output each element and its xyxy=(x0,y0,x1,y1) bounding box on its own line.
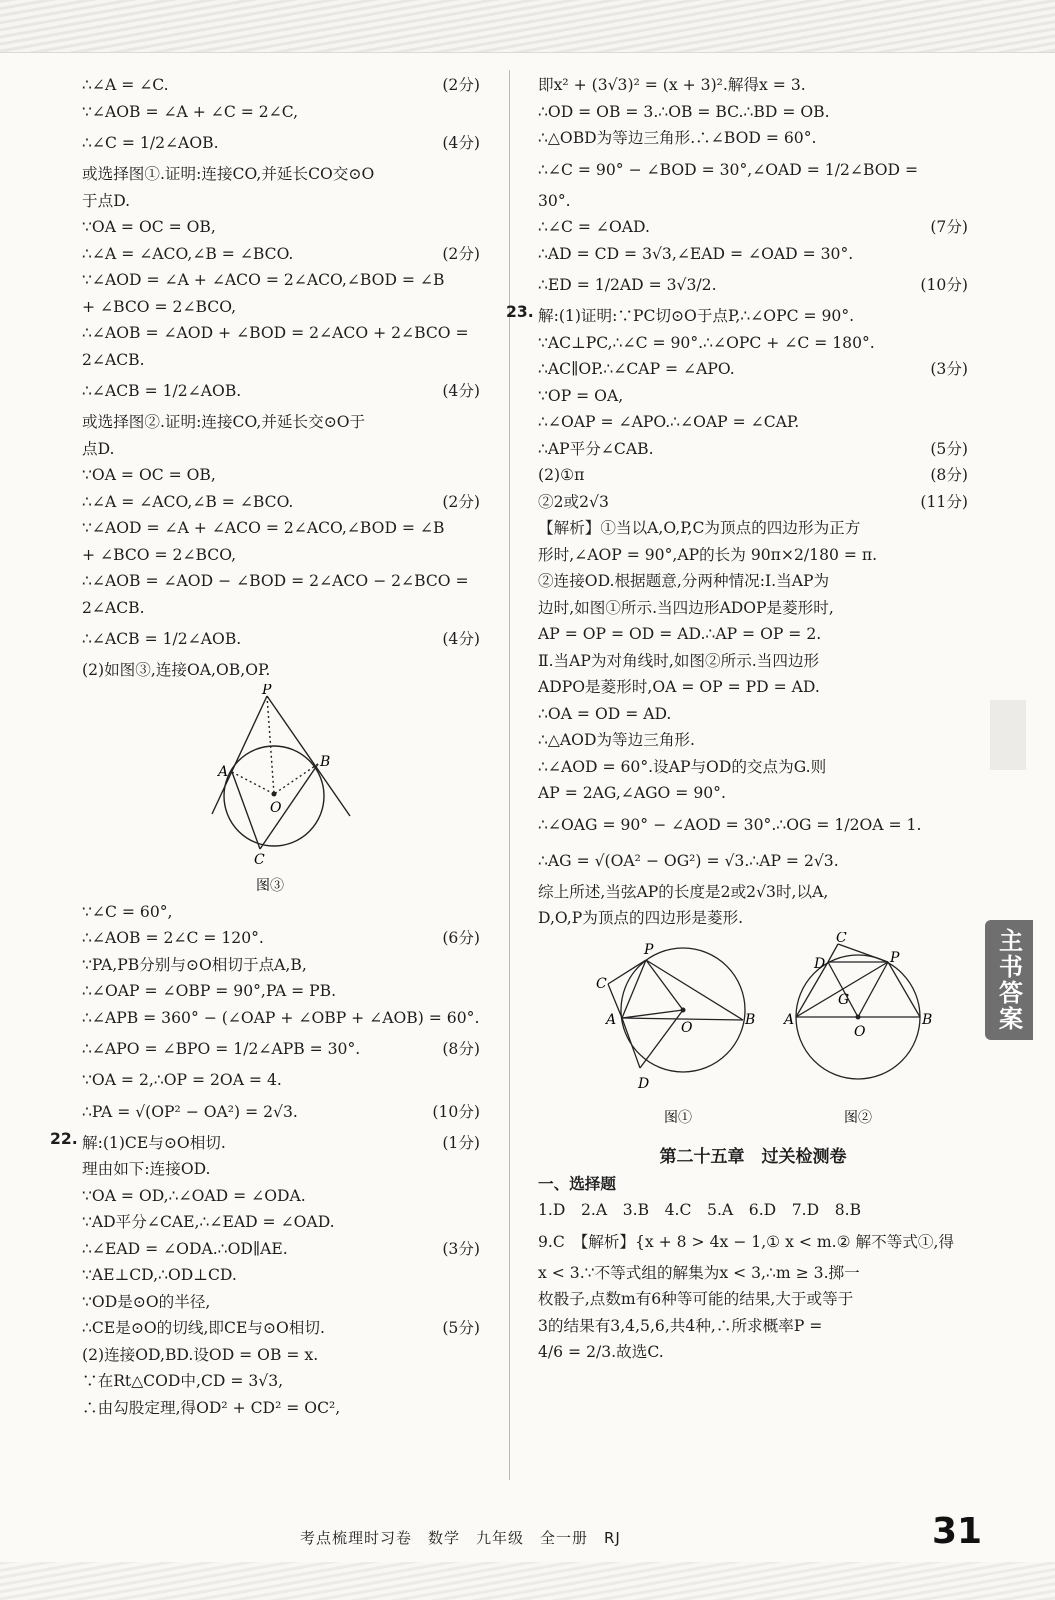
line-text: ∵OA = 2,∴OP = 2OA = 4. xyxy=(82,1071,282,1089)
points-label: (4分) xyxy=(442,630,480,648)
text-line xyxy=(538,621,968,648)
text-line: x < 3.∵不等式组的解集为x < 3,∴m ≥ 3.掷一 xyxy=(538,1263,860,1282)
text-line xyxy=(538,879,968,906)
text-line xyxy=(82,267,480,294)
fig2-label-o: O xyxy=(854,1023,866,1040)
line-text: ∵AE⊥CD,∴OD⊥CD. xyxy=(82,1266,237,1284)
fig1-label-o: O xyxy=(681,1019,693,1036)
line-text: ∴∠AOB = ∠AOD − ∠BOD = 2∠ACO − 2∠BCO = xyxy=(82,572,469,590)
line-text: ∴∠C = 90° − ∠BOD = 30°,∠OAD = 1/2∠BOD = xyxy=(538,160,919,179)
line-text: ∴∠ACB = 1/2∠AOB. xyxy=(82,630,242,648)
line-text: ADPO是菱形时,OA = OP = PD = AD. xyxy=(538,678,820,696)
text-line xyxy=(538,436,968,463)
points-label: (4分) xyxy=(442,382,480,400)
line-text: 形时,∠AOP = 90°,AP的长为 90π×2/180 = π. xyxy=(538,545,878,564)
fig1-label-p: P xyxy=(644,941,654,958)
text-line xyxy=(538,489,968,516)
points-label: (5分) xyxy=(930,439,968,458)
line-text: 或选择图②.证明:连接CO,并延长交⊙O于 xyxy=(82,413,366,431)
text-line xyxy=(82,925,480,952)
label-a: A xyxy=(218,763,229,780)
line-text: ②2或2√3 xyxy=(538,492,609,511)
line-text: ∵AD平分∠CAE,∴∠EAD = ∠OAD. xyxy=(82,1213,335,1231)
line-text: AP = 2AG,∠AGO = 90°. xyxy=(538,784,726,802)
line-text: ∵PA,PB分别与⊙O相切于点A,B, xyxy=(82,955,307,974)
text-line xyxy=(82,1315,480,1342)
line-text: ∴∠C = ∠OAD. xyxy=(538,218,650,236)
text-line xyxy=(538,674,968,701)
line-text: ∴∠OAP = ∠OBP = 90°,PA = PB. xyxy=(82,982,337,1000)
line-text: ∴AP平分∠CAB. xyxy=(538,439,654,458)
line-text: 【解析】①当以A,O,P,C为顶点的四边形为正方 xyxy=(538,519,861,537)
text-line xyxy=(82,436,480,463)
text-line xyxy=(82,214,480,241)
side-tab-label: 主书答案 xyxy=(985,920,1033,1040)
text-line xyxy=(538,241,968,268)
text-line xyxy=(538,754,968,781)
text-line xyxy=(82,320,480,347)
line-text: ∴∠C = 1/2∠AOB. xyxy=(82,134,219,152)
points-label: (6分) xyxy=(442,929,480,947)
line-text: 2∠ACB. xyxy=(82,598,145,617)
points-label: (11分) xyxy=(920,492,968,511)
line-text: 理由如下:连接OD. xyxy=(82,1160,211,1178)
text-line xyxy=(82,1342,480,1369)
line-text: ∴∠APB = 360° − (∠OAP + ∠OBP + ∠AOB) = 60°. xyxy=(82,1008,480,1027)
line-text: 于点D. xyxy=(82,191,131,210)
label-o: O xyxy=(270,799,282,816)
text-line xyxy=(538,330,968,357)
points-label: (8分) xyxy=(930,466,968,484)
line-text: (2)①π xyxy=(538,466,585,484)
line-text: ∵OA = OC = OB, xyxy=(82,466,216,484)
text-line xyxy=(82,657,480,684)
figures-1-2 xyxy=(538,932,968,1132)
line-text: ∵在Rt△COD中,CD = 3√3, xyxy=(82,1372,284,1390)
text-line xyxy=(82,595,480,622)
text-line xyxy=(538,99,968,126)
line-text: ∵OA = OC = OB, xyxy=(82,218,216,236)
fig2-label-c: C xyxy=(836,931,847,946)
line-text: ∴∠A = ∠ACO,∠B = ∠BCO. xyxy=(82,492,294,511)
left-column xyxy=(50,72,480,1421)
text-line xyxy=(82,899,480,926)
line-text: ∵∠AOD = ∠A + ∠ACO = 2∠ACO,∠BOD = ∠B xyxy=(82,519,445,537)
line-text: ∵OD是⊙O的半径, xyxy=(82,1292,211,1311)
points-label: (10分) xyxy=(920,276,968,294)
text-line xyxy=(82,188,480,215)
text-line xyxy=(82,1130,480,1157)
text-line xyxy=(538,72,968,99)
top-decorative-border xyxy=(0,0,1055,53)
text-line xyxy=(538,267,968,303)
figures-1-2-diagram xyxy=(538,932,968,1132)
figure-2-caption: 图② xyxy=(844,1109,872,1126)
points-label: (8分) xyxy=(442,1040,480,1058)
chapter-title: 第二十五章 过关检测卷 xyxy=(659,1146,847,1167)
text-line xyxy=(82,347,480,374)
text-line xyxy=(538,542,968,569)
text-line xyxy=(82,409,480,436)
line-text: ∴∠A = ∠ACO,∠B = ∠BCO. xyxy=(82,244,294,263)
text-line xyxy=(82,952,480,979)
line-text: ∴∠A = ∠C. xyxy=(82,76,169,94)
line-text: 即x² + (3√3)² = (x + 3)².解得x = 3. xyxy=(538,76,806,94)
footer-text: 考点梳理时习卷 数学 九年级 全一册 RJ xyxy=(300,1529,621,1547)
text-line xyxy=(538,409,968,436)
text-line xyxy=(82,1067,480,1094)
text-line xyxy=(82,489,480,516)
line-text: 综上所述,当弦AP的长度是2或2√3时,以A, xyxy=(538,882,829,901)
text-line xyxy=(538,727,968,754)
line-text: 2∠ACB. xyxy=(82,350,145,369)
line-text: D,O,P为顶点的四边形是菱形. xyxy=(538,909,744,927)
line-text: + ∠BCO = 2∠BCO, xyxy=(82,297,237,316)
text-line xyxy=(538,125,968,152)
text-line xyxy=(538,188,968,215)
text-line xyxy=(82,1262,480,1289)
text-line xyxy=(82,515,480,542)
line-text: ∵OP = OA, xyxy=(538,386,624,405)
line-text: ∴ED = 1/2AD = 3√3/2. xyxy=(538,276,717,294)
text-line xyxy=(82,1289,480,1316)
line-text: ∴CE是⊙O的切线,即CE与⊙O相切. xyxy=(82,1319,325,1337)
text-line xyxy=(82,568,480,595)
text-line xyxy=(82,1368,480,1395)
line-text: ∴∠APO = ∠BPO = 1/2∠APB = 30°. xyxy=(82,1040,361,1058)
line-text: (2)如图③,连接OA,OB,OP. xyxy=(82,661,271,679)
text-line xyxy=(82,1395,480,1422)
text-line xyxy=(82,1209,480,1236)
line-text: ∵AC⊥PC,∴∠C = 90°.∴∠OPC + ∠C = 180°. xyxy=(538,333,875,352)
label-b: B xyxy=(320,753,331,770)
line-text: ∴∠EAD = ∠ODA.∴OD∥AE. xyxy=(82,1239,288,1258)
line-text: ∴∠ACB = 1/2∠AOB. xyxy=(82,382,242,400)
points-label: (1分) xyxy=(442,1133,480,1152)
line-text: 解:(1)证明:∵PC切⊙O于点P,∴∠OPC = 90°. xyxy=(538,307,855,325)
text-line xyxy=(82,1156,480,1183)
text-line xyxy=(538,462,968,489)
text-line xyxy=(82,1031,480,1067)
fig1-label-c: C xyxy=(596,975,607,992)
line-text: Ⅱ.当AP为对角线时,如图②所示.当四边形 xyxy=(538,651,820,670)
text-line: 枚骰子,点数m有6种等可能的结果,大于或等于 xyxy=(538,1290,854,1308)
fig1-label-d: D xyxy=(638,1075,650,1092)
figure-3 xyxy=(82,684,480,899)
line-text: ∴OA = OD = AD. xyxy=(538,704,672,723)
text-line xyxy=(538,383,968,410)
text-line xyxy=(538,303,968,330)
text-line xyxy=(82,125,480,161)
text-line xyxy=(82,99,480,126)
points-label: (10分) xyxy=(432,1102,480,1121)
line-text: ∴∠AOD = 60°.设AP与OD的交点为G.则 xyxy=(538,757,827,776)
text-line xyxy=(538,515,968,542)
label-c: C xyxy=(254,851,265,868)
label-p: P xyxy=(262,683,272,698)
text-line xyxy=(538,356,968,383)
points-label: (2分) xyxy=(442,76,480,94)
text-line xyxy=(538,807,968,843)
text-line xyxy=(82,294,480,321)
line-text: ∵∠AOB = ∠A + ∠C = 2∠C, xyxy=(82,102,299,121)
text-line: 3的结果有3,4,5,6,共4种,∴所求概率P = xyxy=(538,1316,823,1335)
section-title: 一、选择题 xyxy=(538,1174,616,1193)
question-23-number: 23. xyxy=(506,303,534,321)
line-text: ∴由勾股定理,得OD² + CD² = OC², xyxy=(82,1398,341,1417)
right-column xyxy=(506,72,968,1366)
line-text: AP = OP = OD = AD.∴AP = OP = 2. xyxy=(538,625,822,643)
line-text: ∴△AOD为等边三角形. xyxy=(538,731,695,749)
page-number: 31 xyxy=(932,1511,983,1552)
figure-1-caption: 图① xyxy=(664,1109,692,1126)
text-line xyxy=(538,568,968,595)
column-divider xyxy=(509,70,510,1480)
line-text: ∵∠AOD = ∠A + ∠ACO = 2∠ACO,∠BOD = ∠B xyxy=(82,271,445,289)
fig2-label-g: G xyxy=(838,991,850,1008)
text-line xyxy=(538,214,968,241)
points-label: (2分) xyxy=(442,492,480,511)
line-text: 30°. xyxy=(538,191,571,210)
fig1-label-a: A xyxy=(606,1011,617,1028)
line-text: 或选择图①.证明:连接CO,并延长CO交⊙O xyxy=(82,165,375,183)
text-line xyxy=(538,905,968,932)
figure-3-diagram xyxy=(82,684,480,899)
bottom-decorative-border xyxy=(0,1562,1055,1600)
points-label: (2分) xyxy=(442,244,480,263)
line-text: ∵OA = OD,∴∠OAD = ∠ODA. xyxy=(82,1186,306,1205)
fig2-label-d: D xyxy=(814,955,826,972)
text-line xyxy=(538,780,968,807)
line-text: ∴OD = OB = 3.∴OB = BC.∴BD = OB. xyxy=(538,102,830,121)
text-line xyxy=(538,701,968,728)
text-line xyxy=(82,1094,480,1130)
text-line xyxy=(82,542,480,569)
text-line: 4/6 = 2/3.故选C. xyxy=(538,1343,664,1361)
answer-key-line: 1.D 2.A 3.B 4.C 5.A 6.D 7.D 8.B xyxy=(538,1201,862,1219)
points-label: (5分) xyxy=(442,1319,480,1337)
points-label: (4分) xyxy=(442,134,480,152)
q9-line: 9.C 【解析】{x + 8 > 4x − 1,① x < m.② 解不等式①,得 xyxy=(538,1232,955,1251)
line-text: ∴PA = √(OP² − OA²) = 2√3. xyxy=(82,1102,298,1121)
line-text: ∴AD = CD = 3√3,∠EAD = ∠OAD = 30°. xyxy=(538,244,854,263)
text-line xyxy=(82,1236,480,1263)
line-text: ∴∠OAP = ∠APO.∴∠OAP = ∠CAP. xyxy=(538,413,800,431)
text-line xyxy=(538,152,968,188)
text-line xyxy=(82,161,480,188)
line-text: ②连接OD.根据题意,分两种情况:Ⅰ.当AP为 xyxy=(538,572,830,590)
line-text: ∴∠OAG = 90° − ∠AOD = 30°.∴OG = 1/2OA = 1. xyxy=(538,815,922,834)
text-line xyxy=(538,648,968,675)
side-marker xyxy=(990,700,1026,770)
figure-3-caption: 图③ xyxy=(256,877,284,894)
line-text: 点D. xyxy=(82,439,115,458)
line-text: + ∠BCO = 2∠BCO, xyxy=(82,545,237,564)
fig2-label-a: A xyxy=(784,1011,795,1028)
text-line xyxy=(82,621,480,657)
text-line xyxy=(82,1005,480,1032)
line-text: 边时,如图①所示.当四边形ADOP是菱形时, xyxy=(538,598,834,617)
line-text: ∴△OBD为等边三角形.∴∠BOD = 60°. xyxy=(538,129,817,147)
fig1-label-b: B xyxy=(745,1011,756,1028)
line-text: ∴∠AOB = 2∠C = 120°. xyxy=(82,929,264,947)
text-line xyxy=(82,241,480,268)
line-text: 解:(1)CE与⊙O相切. xyxy=(82,1133,226,1152)
points-label: (3分) xyxy=(442,1239,480,1258)
text-line xyxy=(538,843,968,879)
line-text: ∴AG = √(OA² − OG²) = √3.∴AP = 2√3. xyxy=(538,851,839,870)
points-label: (7分) xyxy=(930,218,968,236)
line-text: ∴∠AOB = ∠AOD + ∠BOD = 2∠ACO + 2∠BCO = xyxy=(82,324,469,342)
text-line xyxy=(82,1183,480,1210)
line-text: ∵∠C = 60°, xyxy=(82,902,173,921)
fig2-label-b: B xyxy=(922,1011,933,1028)
text-line xyxy=(82,72,480,99)
line-text: ∴AC∥OP.∴∠CAP = ∠APO. xyxy=(538,360,735,378)
text-line xyxy=(538,595,968,622)
text-line xyxy=(82,373,480,409)
text-line xyxy=(82,978,480,1005)
fig2-label-p: P xyxy=(890,949,900,966)
text-line xyxy=(82,462,480,489)
points-label: (3分) xyxy=(930,360,968,378)
question-22-number: 22. xyxy=(50,1129,78,1148)
line-text: (2)连接OD,BD.设OD = OB = x. xyxy=(82,1345,319,1364)
